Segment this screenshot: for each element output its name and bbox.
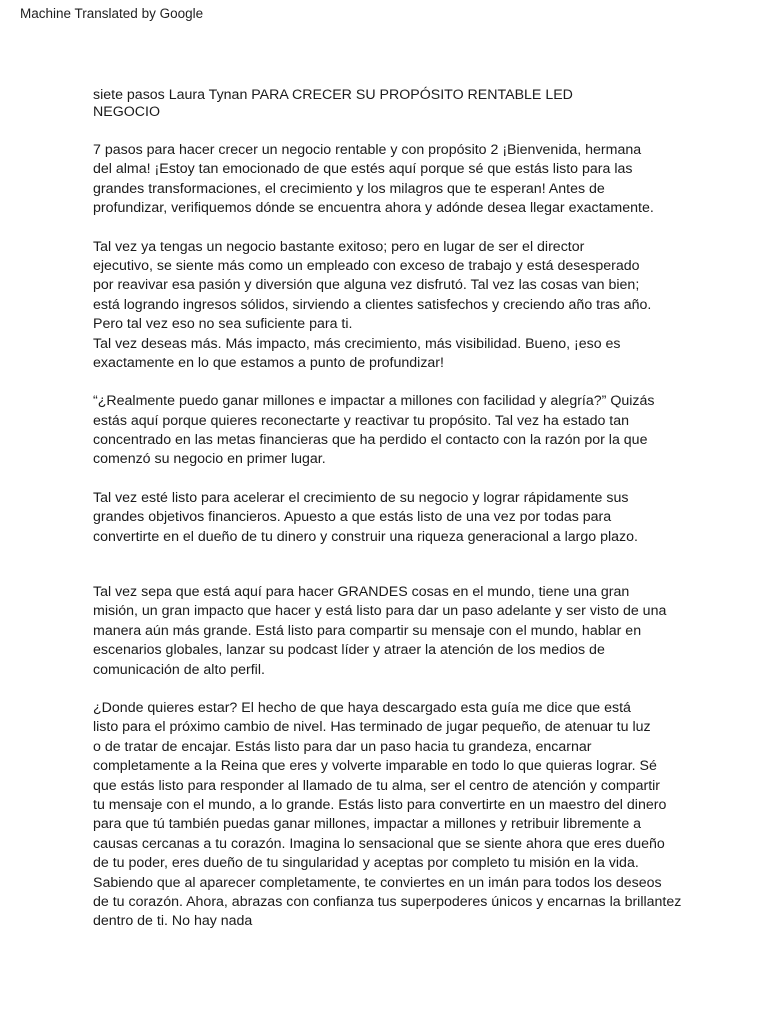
text-line: ejecutivo, se siente más como un empleado con exceso de trabajo y está desesperado — [93, 257, 640, 274]
text-line: de tu poder, eres dueño de tu singularidad y aceptas por completo tu misión en la vida. — [93, 855, 639, 872]
text-line: para que tú también puedas ganar millones, impactar a millones y retribuir libremente a — [93, 816, 642, 833]
text-line: comunicación de alto perfil. — [93, 661, 265, 678]
text-line: del alma! ¡Estoy tan emocionado de que estés aquí porque sé que estás listo para las — [93, 161, 633, 178]
document-title — [93, 87, 693, 121]
text-line: Pero tal vez eso no sea suficiente para ti. — [93, 316, 353, 333]
text-line: ¿Donde quieres estar? El hecho de que haya descargado esta guía me dice que está — [93, 699, 631, 716]
machine-translation-banner: Machine Translated by Google — [20, 6, 204, 21]
paragraph-7 — [93, 699, 693, 932]
paragraph-6 — [93, 583, 693, 680]
text-line: grandes objetivos financieros. Apuesto a que estás listo de una vez por todas para — [93, 509, 612, 526]
text-line: dentro de ti. No hay nada — [93, 913, 253, 930]
text-line: grandes transformaciones, el crecimiento y los milagros que te esperan! Antes de — [93, 180, 605, 197]
text-line: “¿Realmente puedo ganar millones e impactar a millones con facilidad y alegría?” Quizás — [93, 393, 655, 410]
paragraph-5 — [93, 489, 693, 547]
text-line: Tal vez deseas más. Más impacto, más crecimiento, más visibilidad. Bueno, ¡eso es — [93, 335, 621, 352]
text-line: estás aquí porque quieres reconectarte y reactivar tu propósito. Tal vez ha estado tan — [93, 412, 630, 429]
text-line: Sabiendo que al aparecer completamente, te conviertes en un imán para todos los deseos — [93, 874, 662, 891]
text-line: tu mensaje con el mundo, a lo grande. Estás listo para convertirte en un maestro del dinero — [93, 796, 667, 813]
text-line: listo para el próximo cambio de nivel. Has terminado de jugar pequeño, de atenuar tu luz — [93, 719, 651, 736]
text-line: escenarios globales, lanzar su podcast líder y atraer la atención de los medios de — [93, 642, 605, 659]
text-line: o de tratar de encajar. Estás listo para dar un paso hacia tu grandeza, encarnar — [93, 738, 592, 755]
text-line: Tal vez ya tengas un negocio bastante exitoso; pero en lugar de ser el director — [93, 238, 585, 255]
title-line: siete pasos Laura Tynan PARA CRECER SU PROPÓSITO RENTABLE LED — [93, 87, 573, 103]
text-line: misión, un gran impacto que hacer y está listo para dar un paso adelante y ser visto de una — [93, 603, 667, 620]
paragraph-4 — [93, 392, 693, 470]
text-line: está logrando ingresos sólidos, sirviendo a clientes satisfechos y creciendo año tras año. — [93, 296, 652, 313]
text-line: de tu corazón. Ahora, abrazas con confianza tus superpoderes únicos y encarnas la brillantez — [93, 893, 682, 910]
text-line: comenzó su negocio en primer lugar. — [93, 451, 326, 468]
text-line: 7 pasos para hacer crecer un negocio rentable y con propósito 2 ¡Bienvenida, hermana — [93, 142, 642, 158]
text-line: manera aún más grande. Está listo para compartir su mensaje con el mundo, hablar en — [93, 622, 642, 639]
text-line: completamente a la Reina que eres y volverte imparable en todo lo que quieras lograr. Sé — [93, 758, 657, 775]
paragraph-2 — [93, 238, 693, 335]
text-line: Tal vez sepa que está aquí para hacer GRANDES cosas en el mundo, tiene una gran — [93, 584, 630, 601]
text-line: causas cercanas a tu corazón. Imagina lo sensacional que se siente ahora que eres dueño — [93, 835, 665, 852]
text-line: exactamente en lo que estamos a punto de profundizar! — [93, 354, 444, 371]
text-line: que estás listo para responder al llamado de tu alma, ser el centro de atención y compartir — [93, 777, 661, 794]
paragraph-1 — [93, 141, 693, 219]
text-line: profundizar, verifiquemos dónde se encuentra ahora y adónde desea llegar exactamente. — [93, 200, 654, 217]
title-line: NEGOCIO — [93, 104, 161, 120]
text-line: Tal vez esté listo para acelerar el crecimiento de su negocio y lograr rápidamente sus — [93, 489, 629, 506]
text-line: por reavivar esa pasión y diversión que alguna vez disfrutó. Tal vez las cosas van bien; — [93, 277, 640, 294]
document-page — [93, 87, 693, 951]
text-line: concentrado en las metas financieras que ha perdido el contacto con la razón por la que — [93, 432, 648, 449]
text-line: convertirte en el dueño de tu dinero y construir una riqueza generacional a largo plazo. — [93, 528, 638, 545]
paragraph-3 — [93, 335, 693, 374]
